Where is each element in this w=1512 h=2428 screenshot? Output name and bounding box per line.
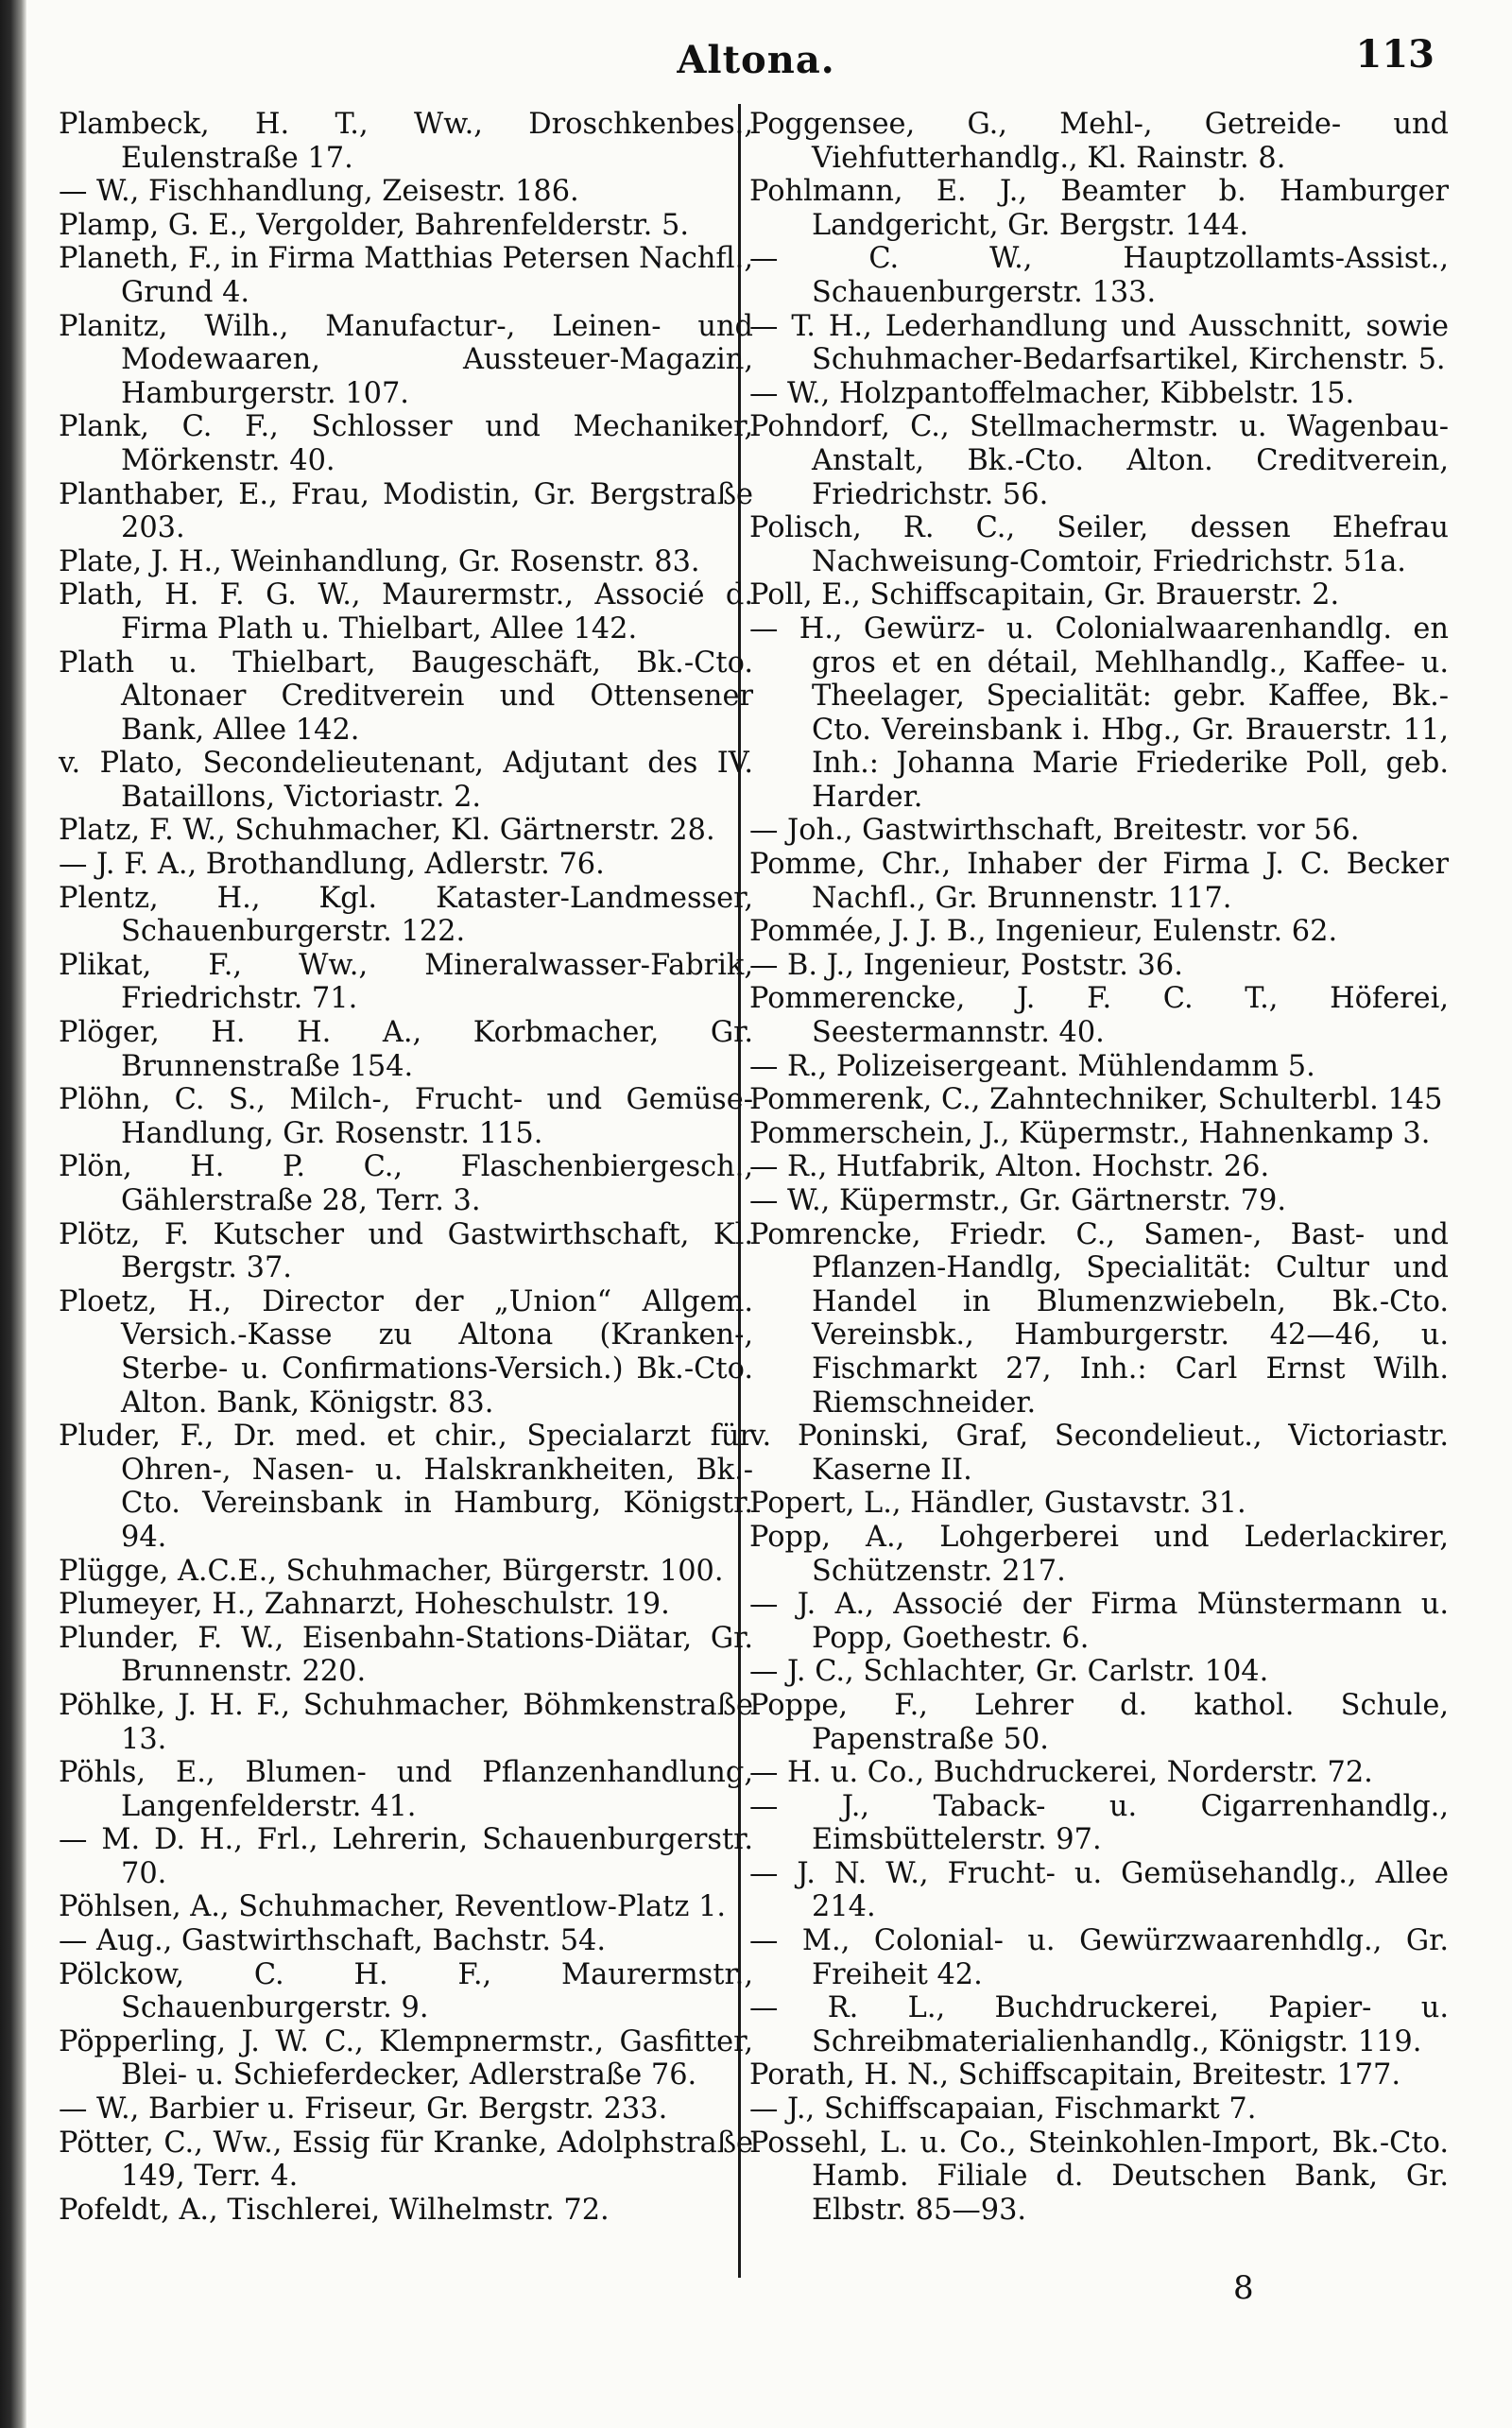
- directory-entry: — J. C., Schlachter, Gr. Carlstr. 104.: [749, 1655, 1269, 1689]
- directory-entry: Possehl, L. u. Co., Steinkohlen-Import, Bk.-Cto. Hamb. Filiale d. Deutschen Bank, Gr. Elbstr. 85—93.: [749, 2126, 1449, 2227]
- directory-entry: Popp, A., Lohgerberei und Lederlackirer, Schützenstr. 217.: [749, 1520, 1449, 1588]
- directory-entry: Pomrencke, Friedr. C., Samen-, Bast- und Pflanzen-Handlg, Specialität: Cultur und Handel in Blumenzwiebeln, Bk.-Cto. Vereinsbk., Hamburgerstr. 42—46, u. Fischmarkt 27, Inh.: Carl Ernst Wilh. Riemschneider.: [749, 1217, 1449, 1420]
- signature-mark: 8: [1233, 2269, 1254, 2307]
- directory-entry: Pommée, J. J. B., Ingenieur, Eulenstr. 62.: [749, 915, 1338, 949]
- directory-entry: Porath, H. N., Schiffscapitain, Breitestr. 177.: [749, 2058, 1401, 2092]
- directory-entry: Plunder, F. W., Eisenbahn-Stations-Diätar, Gr. Brunnenstr. 220.: [59, 1621, 753, 1689]
- directory-entry: Planitz, Wilh., Manufactur-, Leinen- und Modewaaren, Aussteuer-Magazin, Hamburgerstr. 107.: [59, 309, 753, 410]
- directory-entry: Platz, F. W., Schuhmacher, Kl. Gärtnerstr. 28.: [59, 814, 715, 848]
- directory-entry: Pomme, Chr., Inhaber der Firma J. C. Becker Nachfl., Gr. Brunnenstr. 117.: [749, 848, 1449, 915]
- directory-entry: — R. L., Buchdruckerei, Papier- u. Schreibmaterialienhandlg., Königstr. 119.: [749, 1991, 1449, 2058]
- directory-entry: — J., Schiffscapaian, Fischmarkt 7.: [749, 2092, 1257, 2127]
- directory-entry: Popert, L., Händler, Gustavstr. 31.: [749, 1487, 1246, 1521]
- directory-entry: Pöpperling, J. W. C., Klempnermstr., Gasfitter, Blei- u. Schieferdecker, Adlerstraße 76.: [59, 2024, 753, 2092]
- directory-entry: — J. F. A., Brothandlung, Adlerstr. 76.: [59, 848, 605, 882]
- directory-entry: — W., Holzpantoffelmacher, Kibbelstr. 15.: [749, 376, 1355, 410]
- directory-entry: — M. D. H., Frl., Lehrerin, Schauenburgerstr. 70.: [59, 1823, 753, 1890]
- directory-entry: Pofeldt, A., Tischlerei, Wilhelmstr. 72.: [59, 2193, 610, 2227]
- directory-entry: Plikat, F., Ww., Mineralwasser-Fabrik, Friedrichstr. 71.: [59, 948, 753, 1016]
- directory-entry: Pöhlsen, A., Schuhmacher, Reventlow-Platz 1.: [59, 1890, 727, 1924]
- directory-entry: — W., Küpermstr., Gr. Gärtnerstr. 79.: [749, 1184, 1286, 1217]
- directory-entry: Pluder, F., Dr. med. et chir., Specialarzt für Ohren-, Nasen- u. Halskrankheiten, Bk.-Cto. Vereinsbank in Hamburg, Königstr. 94.: [59, 1420, 753, 1554]
- directory-entry: — C. W., Hauptzollamts-Assist., Schauenburgerstr. 133.: [749, 242, 1449, 309]
- directory-entry: Pohndorf, C., Stellmachermstr. u. Wagenbau-Anstalt, Bk.-Cto. Alton. Creditverein, Friedrichstr. 56.: [749, 410, 1449, 511]
- directory-entry: Plath, H. F. G. W., Maurermstr., Associé d. Firma Plath u. Thielbart, Allee 142.: [59, 578, 753, 646]
- directory-entry: Poppe, F., Lehrer d. kathol. Schule, Papenstraße 50.: [749, 1688, 1449, 1756]
- directory-entry: Pöhls, E., Blumen- und Pflanzenhandlung, Langenfelderstr. 41.: [59, 1756, 753, 1823]
- directory-entry: Poll, E., Schiffscapitain, Gr. Brauerstr. 2.: [749, 578, 1340, 612]
- directory-entry: — J. A., Associé der Firma Münstermann u. Popp, Goethestr. 6.: [749, 1588, 1449, 1655]
- left-column: [59, 108, 753, 2227]
- directory-entry: — H. u. Co., Buchdruckerei, Norderstr. 72.: [749, 1756, 1373, 1790]
- directory-entry: — T. H., Lederhandlung und Ausschnitt, sowie Schuhmacher-Bedarfsartikel, Kirchenstr. 5.: [749, 309, 1449, 377]
- directory-entry: — J., Taback- u. Cigarrenhandlg., Eimsbüttelerstr. 97.: [749, 1789, 1449, 1857]
- directory-entry: — W., Barbier u. Friseur, Gr. Bergstr. 233.: [59, 2092, 668, 2127]
- directory-entry: Planeth, F., in Firma Matthias Petersen Nachfl., Grund 4.: [59, 242, 753, 309]
- directory-entry: — Aug., Gastwirthschaft, Bachstr. 54.: [59, 1924, 607, 1958]
- directory-entry: — R., Hutfabrik, Alton. Hochstr. 26.: [749, 1150, 1270, 1184]
- directory-entry: Pommerschein, J., Küpermstr., Hahnenkamp 3.: [749, 1116, 1431, 1150]
- directory-entry: — B. J., Ingenieur, Poststr. 36.: [749, 948, 1183, 982]
- directory-entry: — M., Colonial- u. Gewürzwaarenhdlg., Gr. Freiheit 42.: [749, 1924, 1449, 1991]
- directory-entry: Plön, H. P. C., Flaschenbiergesch., Gählerstraße 28, Terr. 3.: [59, 1150, 753, 1217]
- directory-entry: Ploetz, H., Director der „Union“ Allgem. Versich.-Kasse zu Altona (Kranken-, Sterbe- u. Confirmations-Versich.) Bk.-Cto. Alton. Bank, Königstr. 83.: [59, 1284, 753, 1420]
- directory-entry: Plambeck, H. T., Ww., Droschkenbes., Eulenstraße 17.: [59, 108, 753, 175]
- page-header-title: Altona.: [677, 38, 835, 82]
- directory-entry: Planthaber, E., Frau, Modistin, Gr. Bergstraße 203.: [59, 477, 753, 545]
- page-binding-edge: [0, 0, 26, 2428]
- directory-entry: — W., Fischhandlung, Zeisestr. 186.: [59, 175, 579, 209]
- directory-entry: Pommerenk, C., Zahntechniker, Schulterbl. 145: [749, 1083, 1443, 1117]
- directory-entry: Pommerencke, J. F. C. T., Höferei, Seestermannstr. 40.: [749, 982, 1449, 1050]
- directory-entry: — J. N. W., Frucht- u. Gemüsehandlg., Allee 214.: [749, 1856, 1449, 1924]
- directory-entry: Plamp, G. E., Vergolder, Bahrenfelderstr. 5.: [59, 208, 689, 242]
- right-column: [749, 108, 1449, 2227]
- directory-entry: Plath u. Thielbart, Baugeschäft, Bk.-Cto. Altonaer Creditverein und Ottensener Bank, Allee 142.: [59, 646, 753, 747]
- directory-entry: Plügge, A.C.E., Schuhmacher, Bürgerstr. 100.: [59, 1554, 724, 1588]
- directory-entry: v. Plato, Secondelieutenant, Adjutant des IV. Bataillons, Victoriastr. 2.: [59, 747, 753, 814]
- directory-entry: Plumeyer, H., Zahnarzt, Hoheschulstr. 19.: [59, 1588, 670, 1622]
- directory-entry: Pöhlke, J. H. F., Schuhmacher, Böhmkenstraße 13.: [59, 1688, 753, 1756]
- directory-entry: v. Poninski, Graf, Secondelieut., Victoriastr. Kaserne II.: [749, 1420, 1449, 1487]
- directory-entry: — Joh., Gastwirthschaft, Breitestr. vor 56.: [749, 814, 1360, 848]
- directory-entry: Pohlmann, E. J., Beamter b. Hamburger Landgericht, Gr. Bergstr. 144.: [749, 175, 1449, 242]
- directory-entry: Pölckow, C. H. F., Maurermstr., Schauenburgerstr. 9.: [59, 1957, 753, 2025]
- directory-entry: Pötter, C., Ww., Essig für Kranke, Adolphstraße 149, Terr. 4.: [59, 2126, 753, 2194]
- directory-entry: Poggensee, G., Mehl-, Getreide- und Viehfutterhandlg., Kl. Rainstr. 8.: [749, 108, 1449, 175]
- page-number: 113: [1355, 32, 1435, 77]
- directory-entry: Plate, J. H., Weinhandlung, Gr. Rosenstr. 83.: [59, 544, 700, 578]
- directory-entry: Plöger, H. H. A., Korbmacher, Gr. Brunnenstraße 154.: [59, 1016, 753, 1083]
- directory-entry: Plentz, H., Kgl. Kataster-Landmesser, Schauenburgerstr. 122.: [59, 881, 753, 949]
- directory-entry: — R., Polizeisergeant. Mühlendamm 5.: [749, 1049, 1315, 1083]
- directory-entry: Plank, C. F., Schlosser und Mechaniker, Mörkenstr. 40.: [59, 410, 753, 477]
- directory-entry: — H., Gewürz- u. Colonialwaarenhandlg. en gros et en détail, Mehlhandlg., Kaffee- u. Theelager, Specialität: gebr. Kaffee, Bk.-Cto. Vereinsbank i. Hbg., Gr. Brauerstr. 11, Inh.: Johanna Marie Friederike Poll, geb. Harder.: [749, 611, 1449, 814]
- directory-entry: Plötz, F. Kutscher und Gastwirthschaft, Kl. Bergstr. 37.: [59, 1217, 753, 1285]
- directory-entry: Plöhn, C. S., Milch-, Frucht- und Gemüse-Handlung, Gr. Rosenstr. 115.: [59, 1083, 753, 1150]
- directory-entry: Polisch, R. C., Seiler, dessen Ehefrau Nachweisung-Comtoir, Friedrichstr. 51a.: [749, 511, 1449, 578]
